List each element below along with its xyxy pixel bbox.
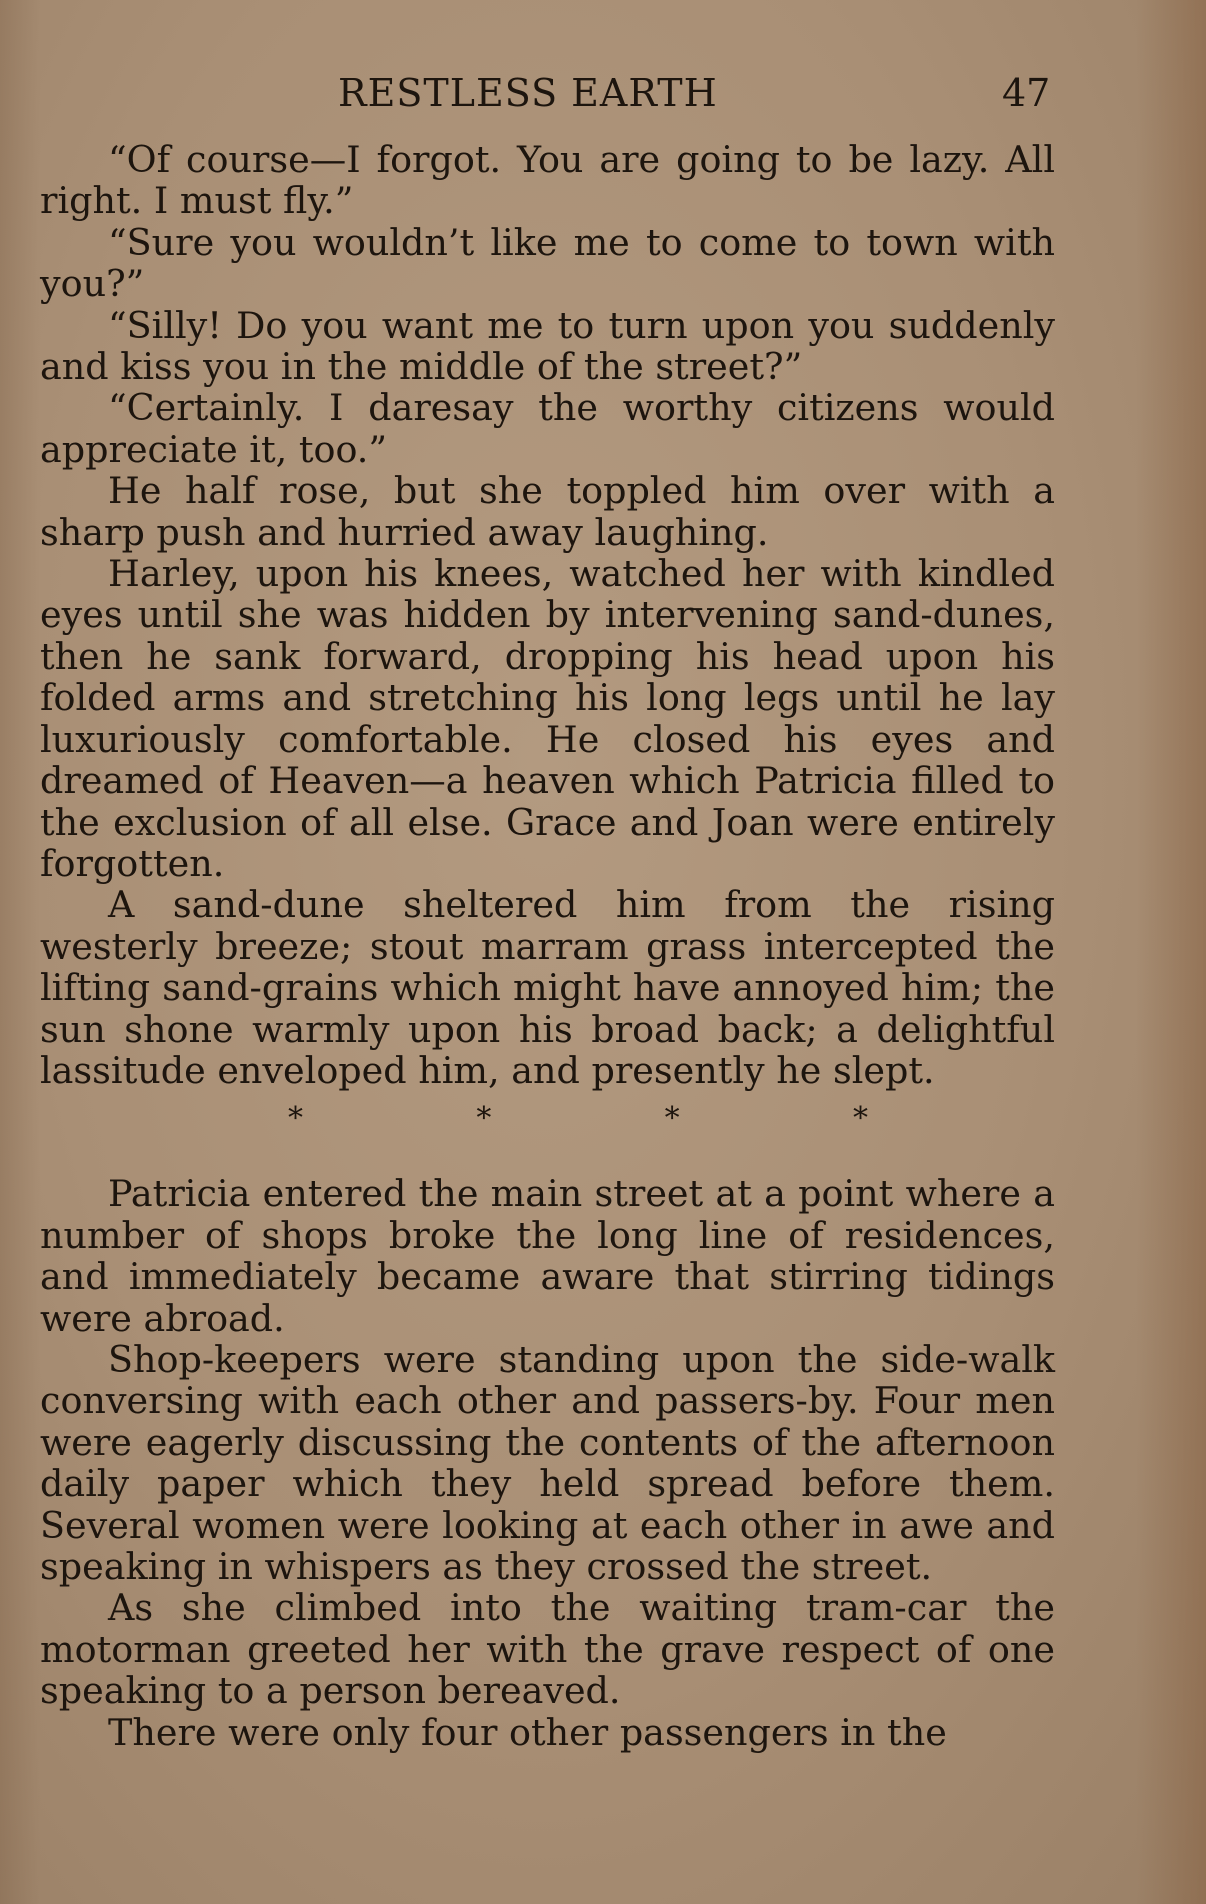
paragraph: “Of course—I forgot. You are going to be lazy. All right. I must fly.” [40,138,1055,223]
page-shading-right [1136,0,1206,1904]
paragraph: There were only four other passengers in the [108,1710,947,1754]
paragraph: “Certainly. I daresay the worthy citizens would appreciate it, too.” [40,386,1055,471]
paragraph: He half rose, but she toppled him over with a sharp push and hurried away laughing. [40,469,1055,554]
section-break-star: * [664,1101,680,1137]
running-title: RESTLESS EARTH [338,71,718,115]
paragraph: As she climbed into the waiting tram-car the motorman greeted her with the grave respect of one speaking to a person bereaved. [40,1586,1055,1713]
page-number: 47 [1002,71,1051,115]
paragraph: “Sure you wouldn’t like me to come to town with you?” [40,220,1055,306]
section-break-star: * [852,1101,868,1137]
paragraph: A sand-dune sheltered him from the rising westerly breeze; stout marram grass intercepted the lifting sand-grains which might have annoyed him; the sun shone warmly upon his broad back; a delightful lassitude enveloped him, and presently he slept. [40,883,1055,1092]
paragraph: Shop-keepers were standing upon the side-walk conversing with each other and passers-by. Four men were eagerly discussing the contents of the afternoon daily paper which they held spread before them. Several women were looking at each other in awe and speaking in whispers as they crossed the street. [40,1337,1055,1588]
paragraph: Harley, upon his knees, watched her with kindled eyes until she was hidden by intervening sand-dunes, then he sank forward, dropping his head upon his folded arms and stretching his long legs until he lay luxuriously comfortable. He closed his eyes and dreamed of Heaven—a heaven which Patricia filled to the exclusion of all else. Grace and Joan were entirely forgotten. [40,552,1055,885]
page-shading-left [0,0,40,1904]
paragraph: Patricia entered the main street at a point where a number of shops broke the long line of residences, and immediately became aware that stirring tidings were abroad. [40,1172,1055,1340]
page-header [0,68,1206,118]
section-break [40,1091,1055,1173]
body-text [40,139,1055,1753]
paragraph: “Silly! Do you want me to turn upon you suddenly and kiss you in the middle of the street?” [40,303,1055,389]
section-break-star: * [476,1101,492,1137]
section-break-star: * [288,1101,303,1137]
